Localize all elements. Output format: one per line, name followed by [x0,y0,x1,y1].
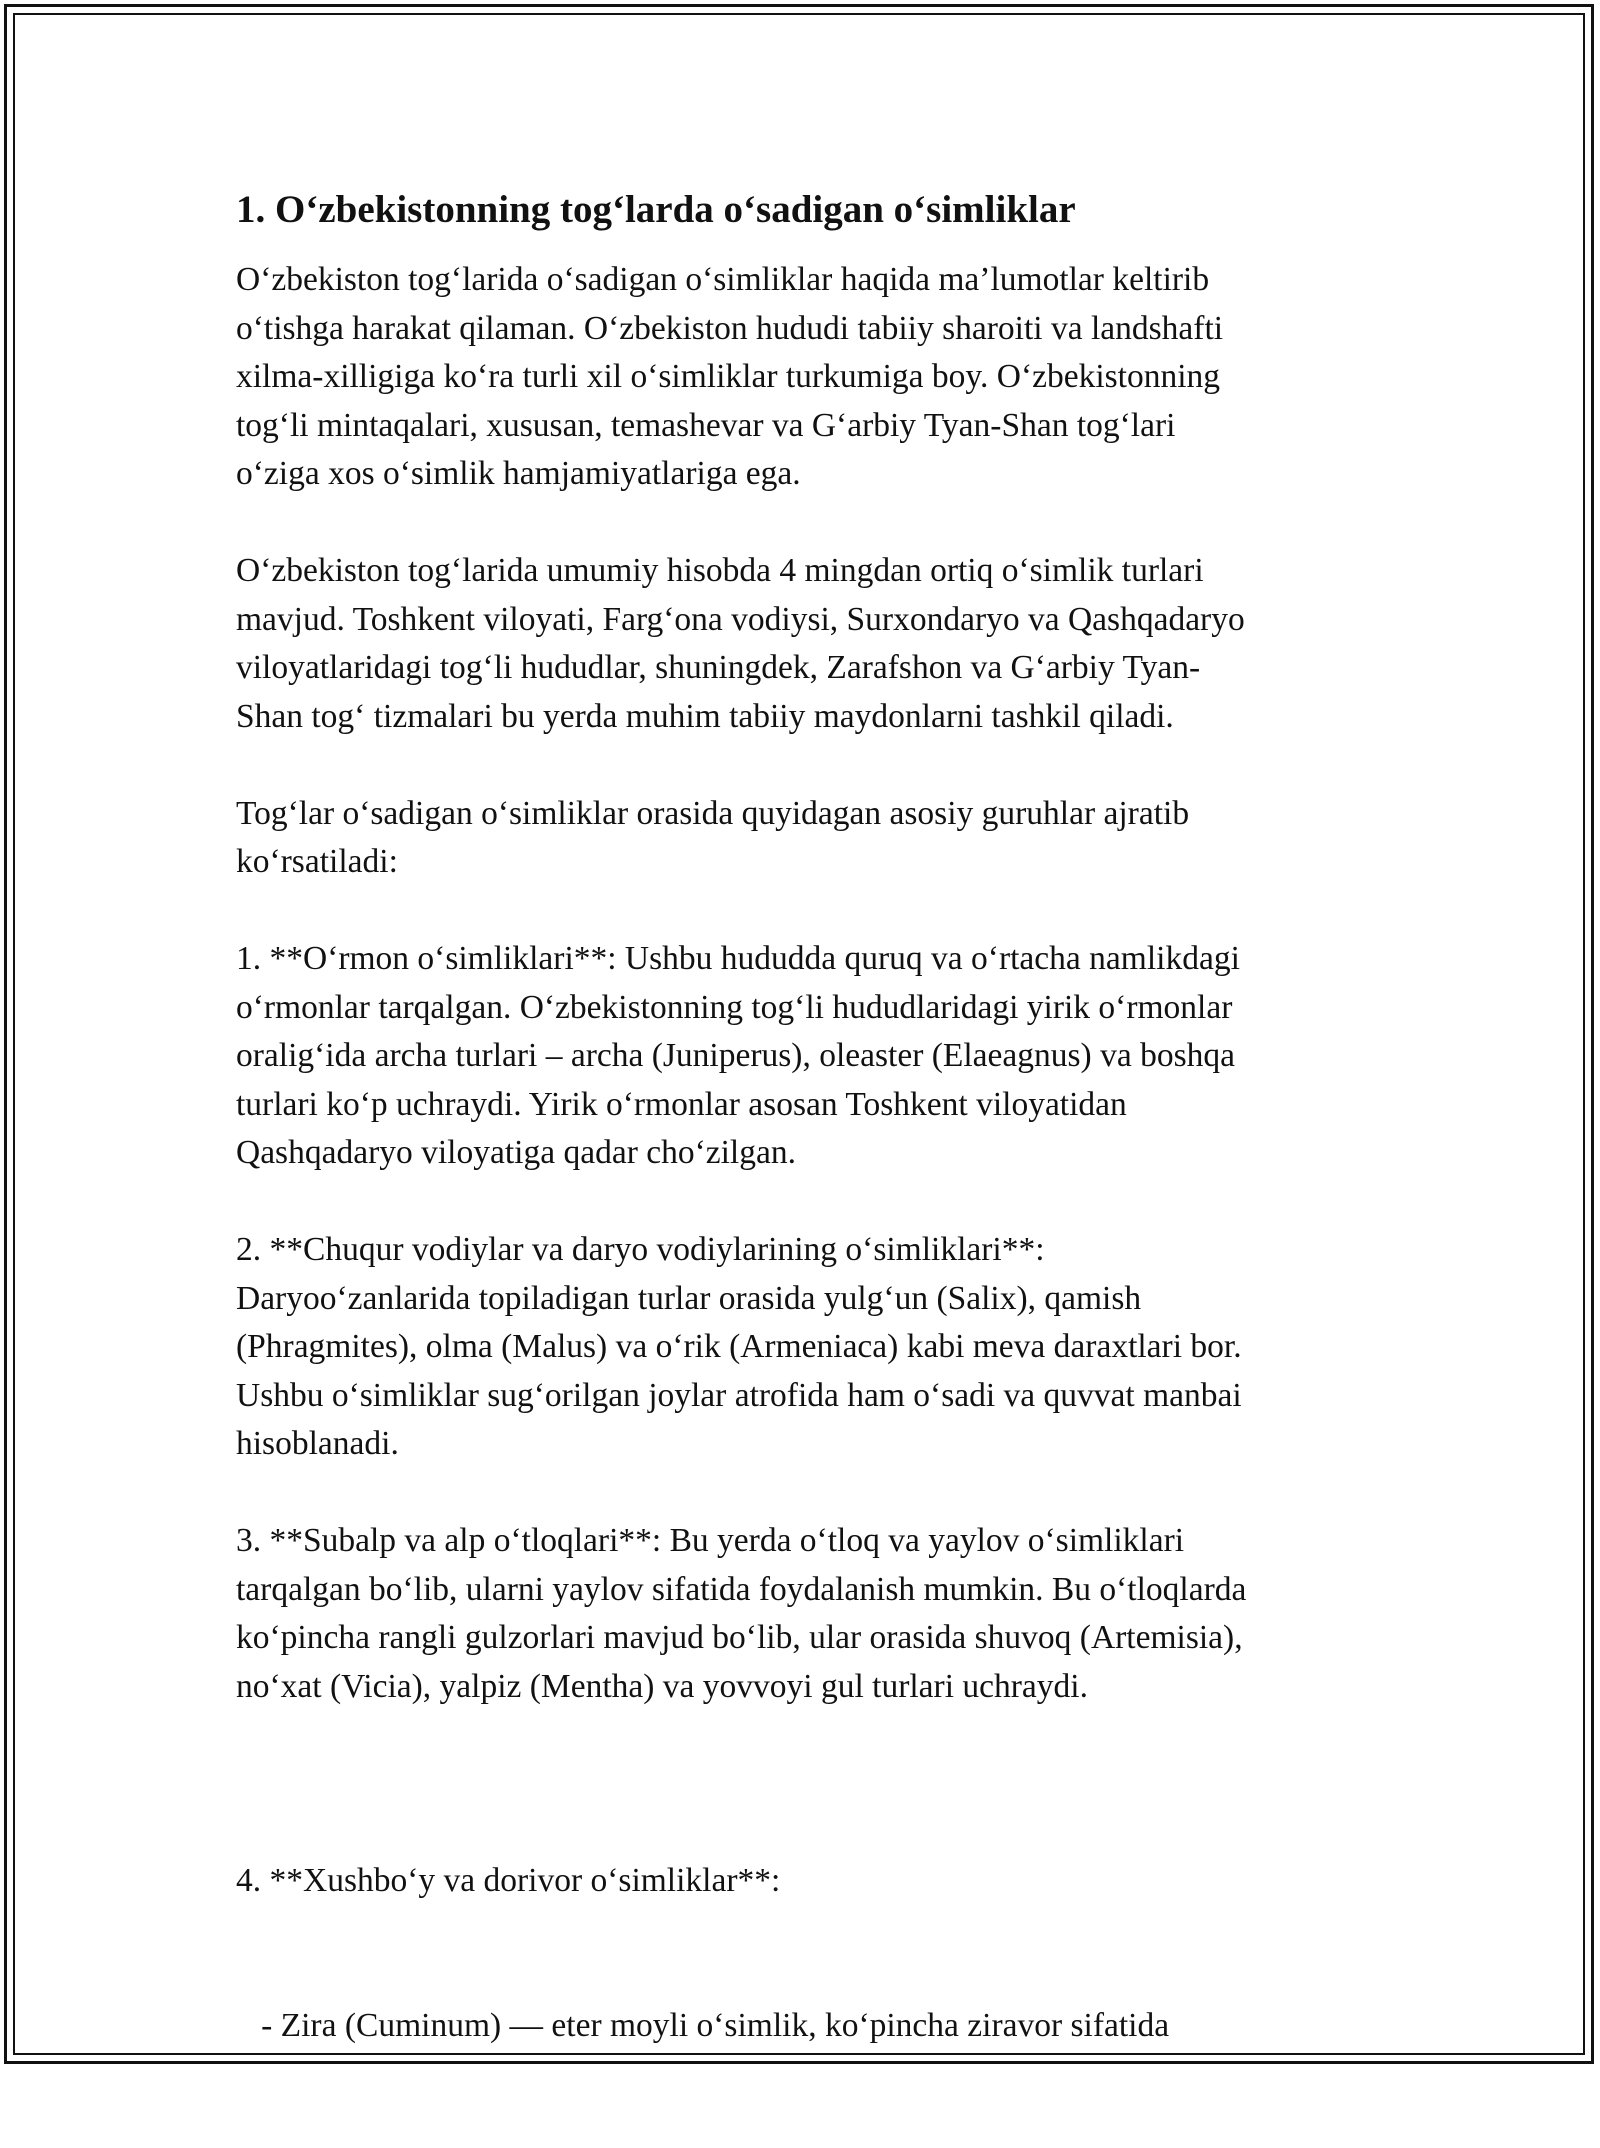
text-line: 4. **Xushbo‘y va dorivor o‘simliklar**: [236,1861,781,1899]
list-item-forest-plants [236,935,1366,1178]
paragraph-intro [236,256,1366,499]
list-item-valley-plants [236,1226,1366,1469]
text-line: (Phragmites), olma (Malus) va o‘rik (Armeniaca) kabi meva daraxtlari bor. [236,1328,1242,1365]
text-line: no‘xat (Vicia), yalpiz (Mentha) va yovvoyi gul turlari uchraydi. [236,1667,1088,1705]
text-line: o‘ziga xos o‘simlik hamjamiyatlariga ega. [236,455,801,492]
text-line: Daryoo‘zanlarida topiladigan turlar orasida yulg‘un (Salix), qamish [236,1279,1142,1317]
text-line: Ushbu o‘simliklar sug‘orilgan joylar atrofida ham o‘sadi va quvvat manbai [236,1376,1242,1414]
text-line: O‘zbekiston tog‘larida o‘sadigan o‘simliklar haqida ma’lumotlar keltirib [236,261,1210,298]
text-line: oralig‘ida archa turlari – archa (Juniperus), oleaster (Elaeagnus) va boshqa [236,1037,1235,1074]
text-line: ko‘pincha rangli gulzorlari mavjud bo‘lib, ular orasida shuvoq (Artemisia), [236,1619,1243,1656]
text-line: Shan tog‘ tizmalari bu yerda muhim tabiiy maydonlarni tashkil qiladi. [236,697,1174,735]
text-line: tarqalgan bo‘lib, ularni yaylov sifatida foydalanish mumkin. Bu o‘tloqlarda [236,1570,1247,1608]
text-line: viloyatlaridagi tog‘li hududlar, shuningdek, Zarafshon va G‘arbiy Tyan- [236,649,1201,686]
text-line: Tog‘lar o‘sadigan o‘simliklar orasida quyidagan asosiy guruhlar ajratib [236,794,1190,832]
text-line: - Zira (Cuminum) — eter moyli o‘simlik, ko‘pincha ziravor sifatida [236,2007,1170,2044]
document-body [236,186,1366,2148]
text-line: mavjud. Toshkent viloyati, Farg‘ona vodiysi, Surxondaryo va Qashqadaryo [236,600,1245,638]
text-line: O‘zbekiston tog‘larida umumiy hisobda 4 mingdan ortiq o‘simlik turlari [236,552,1204,589]
text-line: turlari ko‘p uchraydi. Yirik o‘rmonlar asosan Toshkent viloyatidan [236,1085,1127,1123]
text-line: hisoblanadi. [236,1425,399,1462]
document-title: 1. O‘zbekistonning tog‘larda o‘sadigan o‘simliklar [236,188,1076,231]
paragraph-species-count [236,547,1366,741]
text-line: o‘rmonlar tarqalgan. O‘zbekistonning tog‘li hududlaridagi yirik o‘rmonlar [236,988,1233,1026]
text-line: tog‘li mintaqalari, xususan, temashevar va G‘arbiy Tyan-Shan tog‘lari [236,406,1176,444]
text-line: ko‘rsatiladi: [236,843,398,880]
text-line: Qashqadaryo viloyatiga qadar cho‘zilgan. [236,1134,796,1171]
paragraph-groups-intro [236,790,1366,887]
text-line: xilma-xilligiga ko‘ra turli xil o‘simliklar turkumiga boy. O‘zbekistonning [236,358,1221,395]
text-line: 3. **Subalp va alp o‘tloqlari**: Bu yerda o‘tloq va yaylov o‘simliklari [236,1522,1185,1559]
list-item-medicinal-plants [236,1760,1366,2148]
list-item-meadow-plants [236,1517,1366,1711]
text-line: 2. **Chuqur vodiylar va daryo vodiylarining o‘simliklari**: [236,1231,1045,1268]
text-line: o‘tishga harakat qilaman. O‘zbekiston hududi tabiiy sharoiti va landshafti [236,309,1224,347]
text-line: 1. **O‘rmon o‘simliklari**: Ushbu hududda quruq va o‘rtacha namlikdagi [236,940,1240,977]
